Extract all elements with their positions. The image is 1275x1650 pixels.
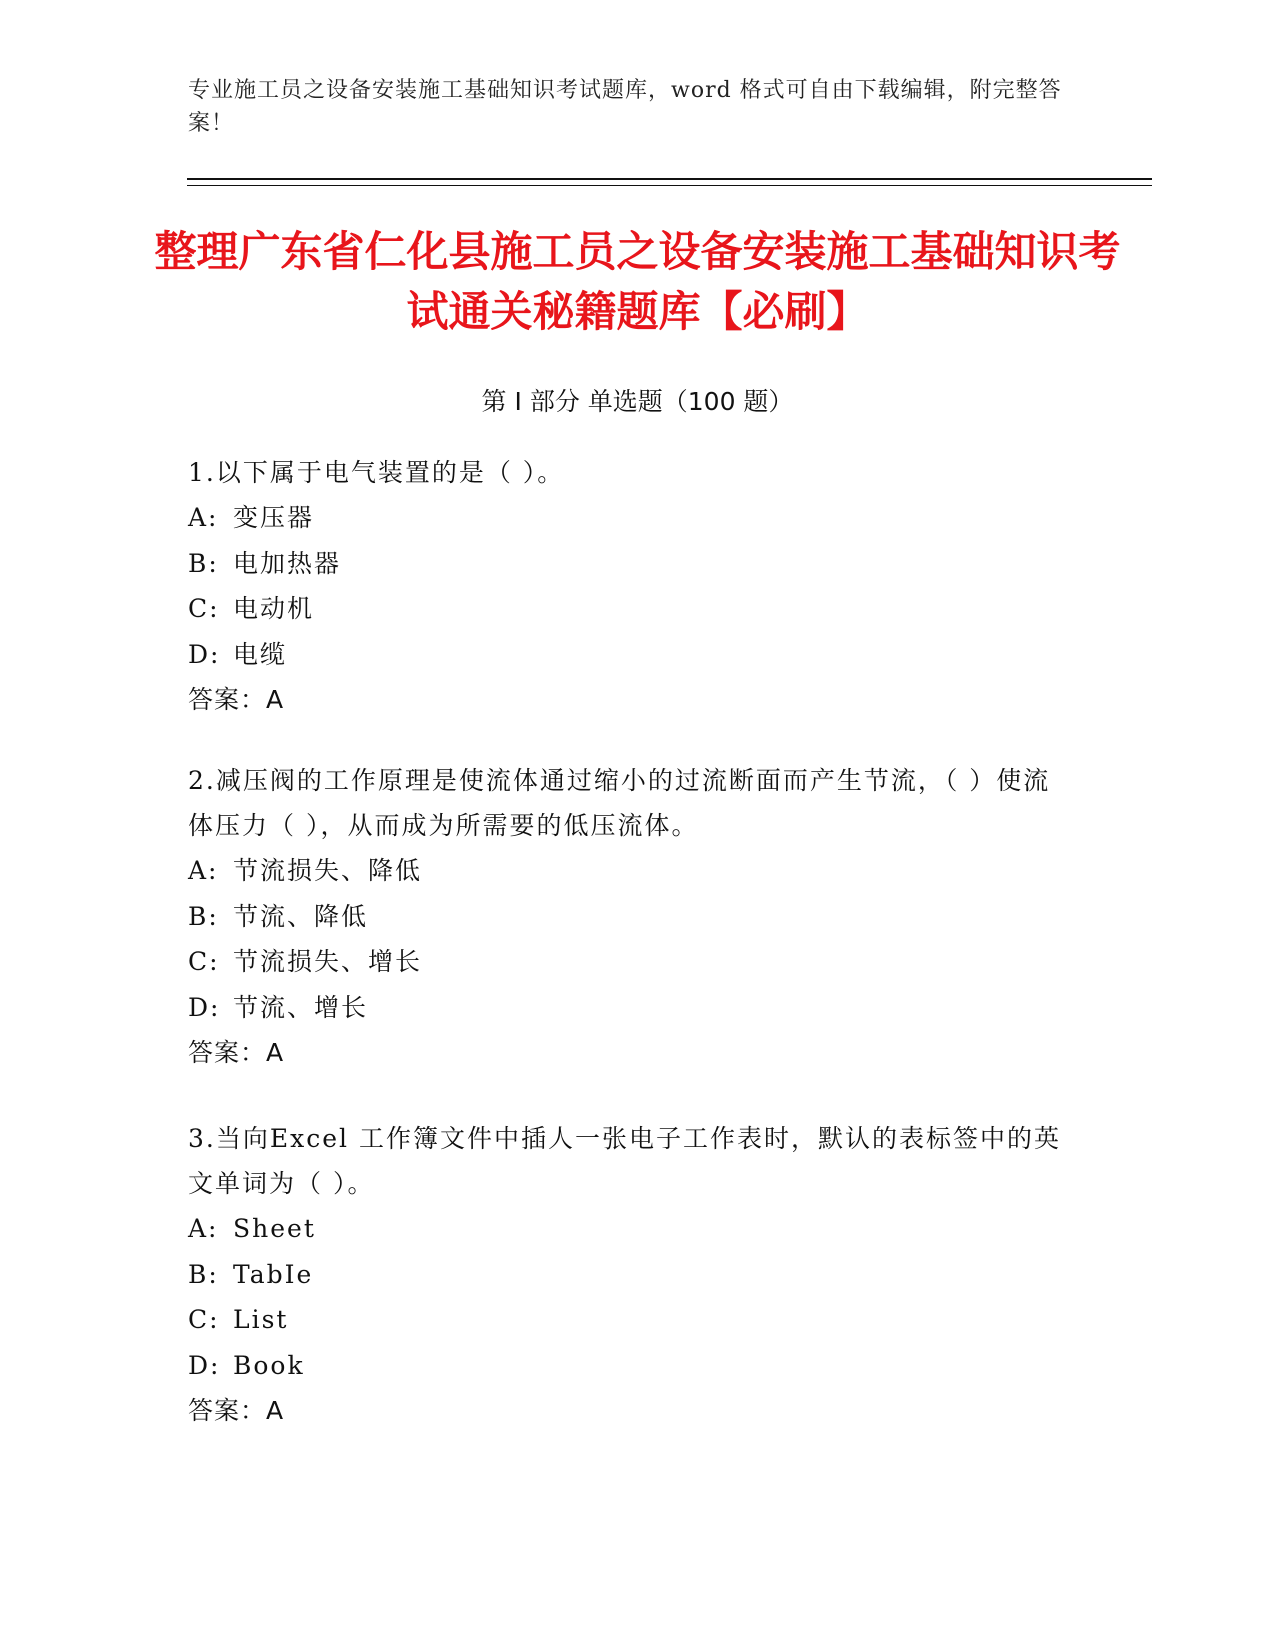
option-text: 电加热器 [233,548,342,578]
question-stem: 2.减压阀的工作原理是使流体通过缩小的过流断面而产生节流，（ ）使流体压力（ ），从而成为所需要的低压流体。 [188,766,1051,840]
option-letter: D: [188,639,221,669]
option-text: 节流损失、增长 [233,947,423,976]
option-a [188,495,1068,541]
option-text: 电动机 [233,594,315,623]
option-letter: A: [188,856,219,885]
option-text: TabIe [233,1259,314,1289]
option-letter: B: [188,548,219,578]
header-divider-thin [187,185,1152,186]
section-heading: 第 I 部分 单选题（100 题） [481,387,794,416]
option-text: 节流、降低 [233,901,369,931]
option-text: 电缆 [233,639,288,669]
option-text: 节流损失、降低 [233,856,423,885]
document-title: 整理广东省仁化县施工员之设备安装施工基础知识考试通关秘籍题库【必刷】 [154,227,1121,336]
question-stem: 3.当向Excel 工作簿文件中插人一张电子工作表时，默认的表标签中的英文单词为（ ）。 [188,1124,1061,1198]
option-b [188,894,1068,940]
question-1 [188,450,1068,723]
answer-value: A [266,1396,285,1425]
question-3 [188,1116,1068,1434]
header-divider-thick [187,178,1152,180]
option-a [188,1206,1068,1252]
option-letter: A: [188,1214,219,1243]
answer-label: 答案： [188,1396,267,1425]
option-letter: D: [188,1350,221,1380]
answer-line [188,1030,1068,1076]
answer-value: A [266,1038,285,1067]
option-d [188,632,1068,678]
option-letter: C: [188,947,220,976]
option-letter: B: [188,1259,219,1289]
option-b [188,541,1068,587]
header-note: 专业施工员之设备安装施工基础知识考试题库，word 格式可自由下载编辑，附完整答案！ [188,78,1062,136]
option-text: Book [233,1350,305,1380]
answer-line [188,1388,1068,1434]
question-2 [188,758,1068,1076]
option-text: Sheet [233,1214,316,1243]
answer-label: 答案： [188,685,267,714]
option-d [188,1343,1068,1389]
option-letter: D: [188,992,221,1022]
answer-value: A [266,685,285,714]
answer-line [188,677,1068,723]
option-letter: C: [188,594,220,623]
option-b [188,1252,1068,1298]
option-d [188,985,1068,1031]
option-text: List [233,1305,289,1334]
option-text: 节流、增长 [233,992,369,1022]
option-letter: C: [188,1305,220,1334]
option-a [188,848,1068,894]
option-c [188,1297,1068,1343]
answer-label: 答案： [188,1038,267,1067]
option-c [188,939,1068,985]
question-stem: 1.以下属于电气装置的是（ ）。 [188,458,565,487]
option-letter: A: [188,503,219,532]
option-letter: B: [188,901,219,931]
option-c [188,586,1068,632]
option-text: 变压器 [233,503,315,532]
